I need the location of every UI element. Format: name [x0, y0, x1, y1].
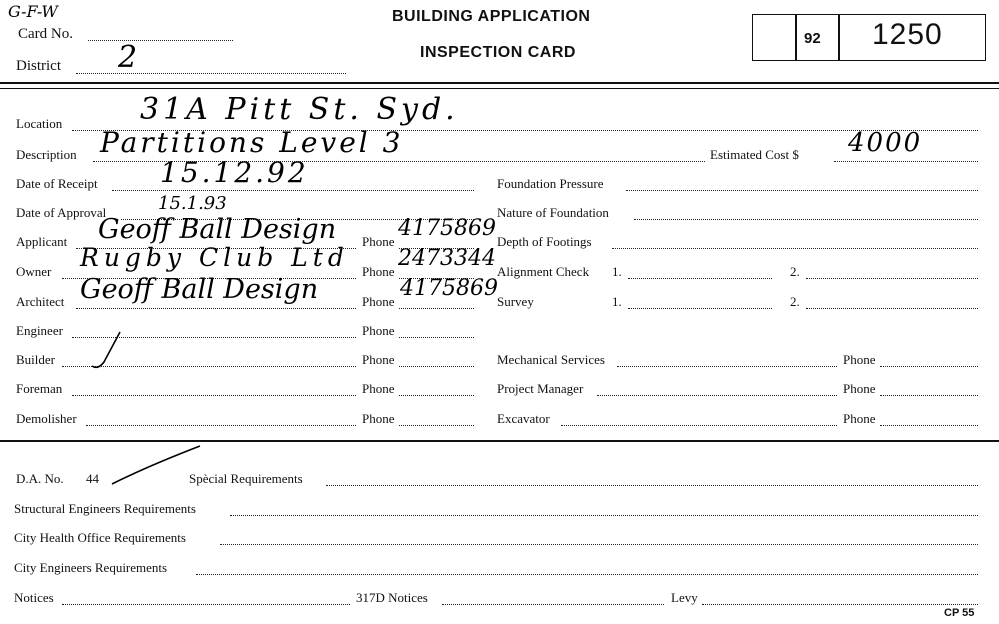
project-manager-phone-label: Phone — [843, 381, 876, 396]
architect-value: Geoff Ball Design — [80, 274, 319, 305]
demolisher-phone-line — [399, 425, 474, 426]
estimated-cost-label: Estimated Cost $ — [710, 147, 799, 162]
receipt-value: 15.12.92 — [160, 156, 309, 189]
nature-foundation-line — [634, 219, 978, 220]
architect-line — [76, 308, 356, 309]
alignment-check-label: Alignment Check — [497, 264, 590, 279]
excavator-phone-label: Phone — [843, 411, 876, 426]
survey-n1: 1. — [612, 294, 622, 309]
builder-label: Builder — [16, 352, 55, 367]
foreman-phone-label: Phone — [362, 381, 395, 396]
card-no-note: G-F-W — [8, 2, 58, 21]
notices-317d-label: 317D Notices — [356, 590, 428, 605]
engineer-label: Engineer — [16, 323, 63, 338]
mechanical-label: Mechanical Services — [497, 352, 605, 367]
survey-line-2 — [806, 308, 978, 309]
architect-phone-value: 4175869 — [400, 276, 498, 301]
owner-label: Owner — [16, 264, 52, 279]
special-req-label: Spècial Requirements — [189, 471, 303, 486]
structural-req-line — [230, 515, 978, 516]
owner-phone-value: 2473344 — [398, 246, 496, 271]
da-no-label: D.A. No. — [16, 471, 64, 486]
demolisher-phone-label: Phone — [362, 411, 395, 426]
architect-phone-label: Phone — [362, 294, 395, 309]
card-number: 1250 — [872, 18, 943, 51]
city-engineers-line — [196, 574, 978, 575]
form-code: CP 55 — [944, 607, 975, 619]
card-number-box — [752, 14, 986, 61]
city-health-line — [220, 544, 978, 545]
architect-phone-line — [399, 308, 474, 309]
excavator-label: Excavator — [497, 411, 550, 426]
demolisher-line — [86, 425, 356, 426]
alignment-n1: 1. — [612, 264, 622, 279]
applicant-phone-label: Phone — [362, 234, 395, 249]
excavator-phone-line — [880, 425, 978, 426]
excavator-line — [561, 425, 837, 426]
project-manager-phone-line — [880, 395, 978, 396]
notices-317d-line — [442, 604, 664, 605]
rule-top-2 — [0, 88, 999, 89]
approval-value: 15.1.93 — [158, 193, 227, 214]
engineer-phone-label: Phone — [362, 323, 395, 338]
district-value: 2 — [118, 40, 138, 75]
card-year: 92 — [804, 30, 821, 47]
applicant-label: Applicant — [16, 234, 68, 249]
depth-footings-line — [612, 248, 978, 249]
builder-phone-line — [399, 366, 474, 367]
receipt-line — [112, 190, 474, 191]
survey-line-1 — [628, 308, 772, 309]
architect-label: Architect — [16, 294, 65, 309]
estimated-cost-line — [834, 161, 978, 162]
location-label: Location — [16, 116, 63, 131]
foreman-phone-line — [399, 395, 474, 396]
foundation-pressure-line — [626, 190, 978, 191]
description-label: Description — [16, 147, 77, 162]
structural-req-label: Structural Engineers Requirements — [14, 501, 196, 516]
depth-footings-label: Depth of Footings — [497, 234, 592, 249]
special-req-line — [326, 485, 978, 486]
demolisher-label: Demolisher — [16, 411, 77, 426]
levy-label: Levy — [671, 590, 698, 605]
district-line — [76, 73, 346, 74]
alignment-line-1 — [628, 278, 772, 279]
foundation-pressure-label: Foundation Pressure — [497, 176, 604, 191]
da-no-value: 44 — [86, 471, 99, 486]
mechanical-phone-line — [880, 366, 978, 367]
receipt-label: Date of Receipt — [16, 176, 98, 191]
foreman-label: Foreman — [16, 381, 63, 396]
applicant-value: Geoff Ball Design — [98, 214, 337, 245]
applicant-phone-value: 4175869 — [398, 216, 496, 241]
rule-middle — [0, 440, 999, 442]
mechanical-phone-label: Phone — [843, 352, 876, 367]
city-engineers-label: City Engineers Requirements — [14, 560, 168, 575]
owner-phone-label: Phone — [362, 264, 395, 279]
ditto-mark — [86, 326, 136, 372]
notices-line — [62, 604, 350, 605]
notices-label: Notices — [14, 590, 54, 605]
owner-value: Rugby Club Ltd — [80, 243, 349, 272]
form-title-line1: BUILDING APPLICATION — [392, 8, 591, 25]
card-no-line — [88, 40, 233, 41]
nature-foundation-label: Nature of Foundation — [497, 205, 609, 220]
box-divider-1 — [795, 14, 797, 61]
district-label: District — [16, 58, 61, 74]
description-value: Partitions Level 3 — [100, 126, 404, 159]
approval-label: Date of Approval — [16, 205, 107, 220]
foreman-line — [72, 395, 356, 396]
alignment-line-2 — [806, 278, 978, 279]
builder-phone-label: Phone — [362, 352, 395, 367]
card-no-label: Card No. — [18, 26, 73, 42]
engineer-phone-line — [399, 337, 474, 338]
levy-line — [702, 604, 978, 605]
location-value: 31A Pitt St. Syd. — [140, 92, 459, 127]
project-manager-label: Project Manager — [497, 381, 584, 396]
project-manager-line — [597, 395, 837, 396]
rule-top — [0, 82, 999, 84]
estimated-cost-value: 4000 — [848, 128, 923, 158]
survey-n2: 2. — [790, 294, 800, 309]
mechanical-line — [617, 366, 837, 367]
form-title-line2: INSPECTION CARD — [420, 44, 576, 61]
city-health-label: City Health Office Requirements — [14, 530, 186, 545]
alignment-n2: 2. — [790, 264, 800, 279]
box-divider-2 — [838, 14, 840, 61]
survey-label: Survey — [497, 294, 534, 309]
